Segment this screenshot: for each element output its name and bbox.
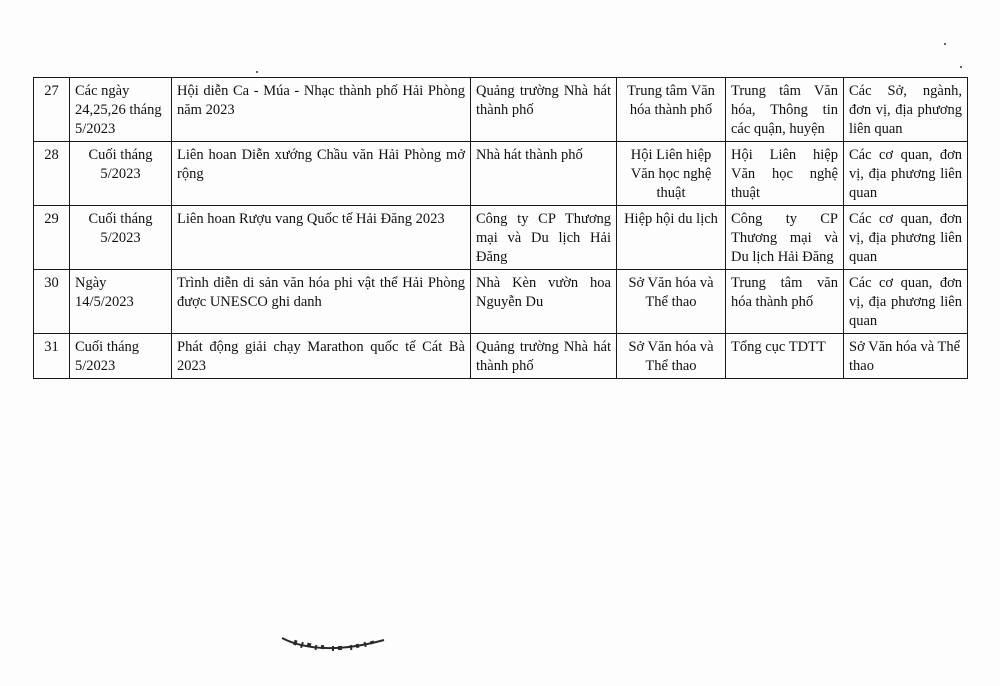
host-unit: Sở Văn hóa và Thể thao <box>617 270 726 334</box>
coordinating-unit: Tổng cục TDTT <box>726 334 844 379</box>
seal-stamp-fragment <box>280 628 390 658</box>
coordinating-unit: Hội Liên hiệp Văn học nghệ thuật <box>726 142 844 206</box>
event-content: Hội diễn Ca - Múa - Nhạc thành phố Hải Phòng năm 2023 <box>172 78 471 142</box>
event-content: Phát động giải chạy Marathon quốc tế Cát Bà 2023 <box>172 334 471 379</box>
coordinating-unit: Trung tâm Văn hóa, Thông tin các quận, huyện <box>726 78 844 142</box>
scan-speck <box>256 71 258 73</box>
event-time: Cuối tháng 5/2023 <box>70 142 172 206</box>
event-time: Ngày 14/5/2023 <box>70 270 172 334</box>
event-content: Liên hoan Rượu vang Quốc tế Hải Đăng 2023 <box>172 206 471 270</box>
host-unit: Hội Liên hiệp Văn học nghệ thuật <box>617 142 726 206</box>
coordinating-unit: Trung tâm văn hóa thành phố <box>726 270 844 334</box>
event-venue: Nhà hát thành phố <box>471 142 617 206</box>
event-venue: Nhà Kèn vườn hoa Nguyễn Du <box>471 270 617 334</box>
coordinating-unit: Công ty CP Thương mại và Du lịch Hải Đăng <box>726 206 844 270</box>
host-unit: Hiệp hội du lịch <box>617 206 726 270</box>
participating-units: Các cơ quan, đơn vị, địa phương liên quan <box>844 142 968 206</box>
participating-units: Các cơ quan, đơn vị, địa phương liên quan <box>844 270 968 334</box>
event-time: Các ngày 24,25,26 tháng 5/2023 <box>70 78 172 142</box>
row-number: 28 <box>34 142 70 206</box>
participating-units: Sở Văn hóa và Thể thao <box>844 334 968 379</box>
host-unit: Sở Văn hóa và Thể thao <box>617 334 726 379</box>
event-venue: Công ty CP Thương mại và Du lịch Hải Đăng <box>471 206 617 270</box>
event-content: Trình diễn di sản văn hóa phi vật thể Hải Phòng được UNESCO ghi danh <box>172 270 471 334</box>
row-number: 30 <box>34 270 70 334</box>
event-schedule-table <box>33 77 968 379</box>
row-number: 27 <box>34 78 70 142</box>
table-row <box>34 206 968 270</box>
participating-units: Các cơ quan, đơn vị, địa phương liên quan <box>844 206 968 270</box>
row-number: 29 <box>34 206 70 270</box>
event-venue: Quảng trường Nhà hát thành phố <box>471 78 617 142</box>
host-unit: Trung tâm Văn hóa thành phố <box>617 78 726 142</box>
table-row <box>34 270 968 334</box>
event-venue: Quảng trường Nhà hát thành phố <box>471 334 617 379</box>
event-time: Cuối tháng 5/2023 <box>70 334 172 379</box>
row-number: 31 <box>34 334 70 379</box>
event-time: Cuối tháng 5/2023 <box>70 206 172 270</box>
scan-speck <box>944 43 946 45</box>
table-row <box>34 78 968 142</box>
table-row <box>34 142 968 206</box>
event-content: Liên hoan Diễn xướng Chầu văn Hải Phòng mở rộng <box>172 142 471 206</box>
participating-units: Các Sở, ngành, đơn vị, địa phương liên quan <box>844 78 968 142</box>
scan-speck <box>960 66 962 68</box>
table-row <box>34 334 968 379</box>
